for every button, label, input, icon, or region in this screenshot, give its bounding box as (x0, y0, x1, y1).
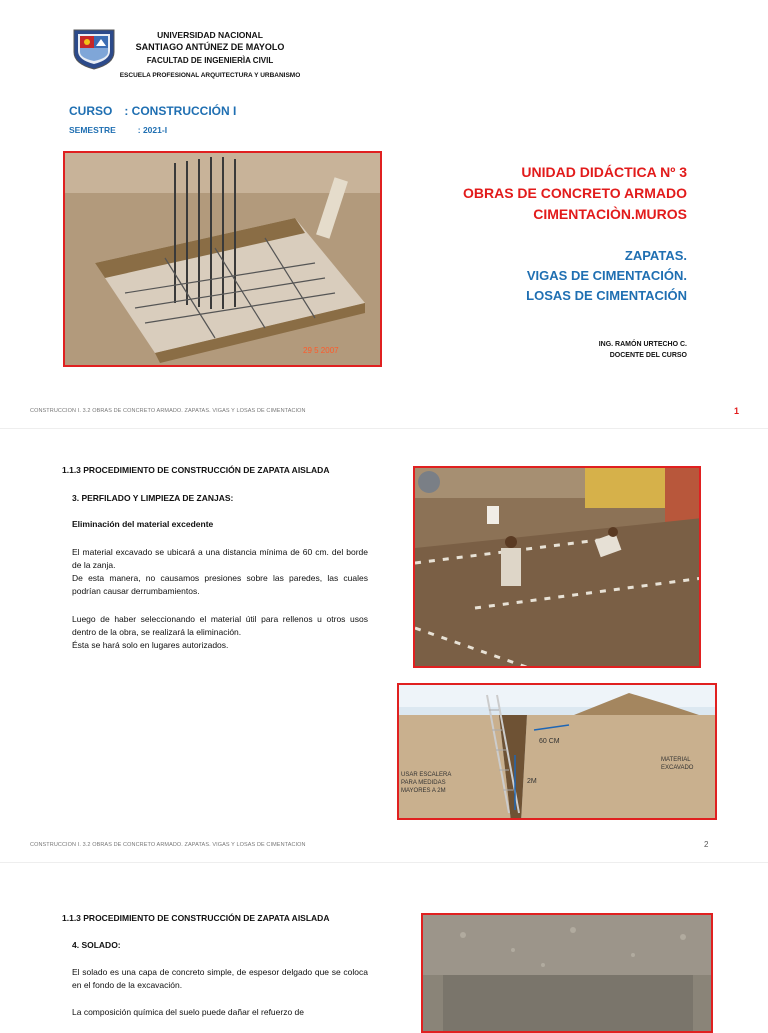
depth-label: 2M (527, 778, 537, 785)
author-role: DOCENTE DEL CURSO (609, 352, 687, 359)
concrete-slab-photo (421, 913, 713, 1033)
rebar-footing-photo (63, 151, 382, 367)
paragraph: De esta manera, no causamos presiones sobre las paredes, las cuales podrían causar derrumbamientos. (72, 573, 368, 596)
bold-subtitle: Eliminación del material excedente (72, 519, 214, 529)
section-heading: 1.1.3 PROCEDIMIENTO DE CONSTRUCCIÓN DE ZAPATA AISLADA (62, 465, 330, 475)
page-number: 2 (704, 840, 709, 849)
semester-line (69, 125, 167, 135)
photo-date-stamp: 29 5 2007 (303, 346, 339, 355)
distance-label: 60 CM (539, 738, 560, 745)
paragraph: Ésta se hará solo en lugares autorizados. (72, 640, 229, 650)
page-number: 1 (734, 406, 740, 416)
excavation-workers-photo (413, 466, 701, 668)
topic-losas: LOSAS DE CIMENTACIÓN (526, 288, 687, 303)
university-name-2: SANTIAGO ANTÚNEZ DE MAYOLO (135, 42, 285, 52)
unit-subtitle-1: OBRAS DE CONCRETO ARMADO (462, 185, 687, 201)
ladder-label-2: PARA MEDIDAS (401, 780, 446, 786)
semester-value: : 2021-I (137, 125, 168, 135)
unit-title: UNIDAD DIDÁCTICA Nº 3 (521, 164, 687, 180)
paragraph: El solado es una capa de concreto simple, de espesor delgado que se coloca en el fondo de la excavación. (72, 967, 368, 990)
paragraph: La composición química del suelo puede dañar el refuerzo de (72, 1007, 305, 1017)
ladder-label-3: MAYORES A 2M (401, 788, 446, 794)
unit-subtitle-2: CIMENTACIÒN.MUROS (533, 206, 687, 222)
topic-vigas: VIGAS DE CIMENTACIÓN. (526, 268, 687, 283)
faculty-name: FACULTAD DE INGENIERÌA CIVIL (146, 56, 274, 65)
ladder-label: USAR ESCALERA (401, 772, 452, 778)
course-value: : CONSTRUCCIÓN I (124, 104, 237, 118)
excavation-diagram (397, 683, 717, 820)
slide-1 (0, 0, 768, 425)
material-label: MATERIAL (661, 757, 691, 763)
author-name: ING. RAMÓN URTECHO C. (598, 341, 687, 348)
course-line (69, 104, 236, 118)
paragraph: Luego de haber seleccionando el material útil para rellenos u otros usos dentro de la obra, se realizará la eliminación. (72, 614, 368, 637)
slide-divider (0, 862, 768, 863)
slide-divider (0, 428, 768, 429)
university-name: UNIVERSIDAD NACIONAL (157, 30, 263, 40)
course-label: CURSO (69, 104, 113, 118)
topic-zapatas: ZAPATAS. (624, 248, 687, 263)
step-heading: 4. SOLADO: (72, 940, 121, 950)
semester-label: SEMESTRE (69, 125, 116, 135)
slide-footer: CONSTRUCCION I. 3.2 OBRAS DE CONCRETO ARMADO. ZAPATAS. VIGAS Y LOSAS DE CIMENTACION (30, 408, 306, 414)
school-name: ESCUELA PROFESIONAL ARQUITECTURA Y URBANISMO (119, 72, 301, 79)
paragraph: El material excavado se ubicará a una distancia mínima de 60 cm. del borde de la zanja. (72, 547, 368, 570)
material-label-2: EXCAVADO (661, 765, 694, 771)
step-heading: 3. PERFILADO Y LIMPIEZA DE ZANJAS: (72, 493, 234, 503)
section-heading: 1.1.3 PROCEDIMIENTO DE CONSTRUCCIÓN DE ZAPATA AISLADA (62, 913, 330, 923)
slide-footer: CONSTRUCCION I. 3.2 OBRAS DE CONCRETO ARMADO. ZAPATAS. VIGAS Y LOSAS DE CIMENTACION (30, 842, 306, 848)
